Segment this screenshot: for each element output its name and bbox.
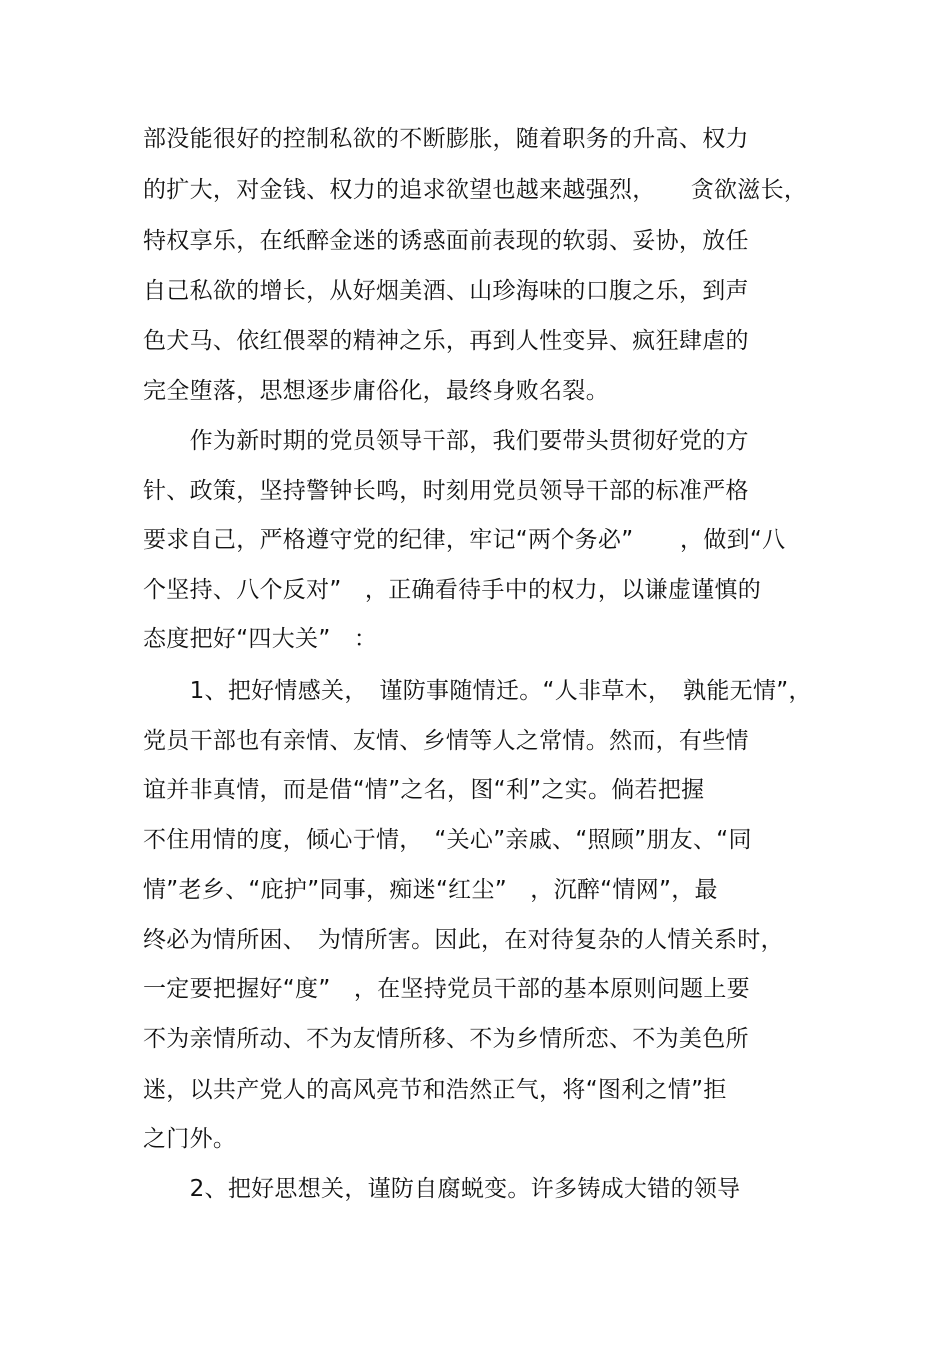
text-line: 的扩大，对金钱、权力的追求欲望也越来越强烈， 贪欲滋长， [143,177,808,203]
text-line: 特权享乐，在纸醉金迷的诱惑面前表现的软弱、妥协，放任 [143,228,749,254]
text-line: 要求自己，严格遵守党的纪律，牢记“两个务必” ，做到“八 [143,527,786,553]
text-line: 不为亲情所动、不为友情所移、不为乡情所恋、不为美色所 [143,1026,749,1052]
text-line: 情”老乡、“庇护”同事，痴迷“红尘” ，沉醉“情网”，最 [143,877,718,903]
text-line: 部没能很好的控制私欲的不断膨胀，随着职务的升高、权力 [143,126,749,152]
text-line: 个坚持、八个反对” ，正确看待手中的权力，以谦虚谨慎的 [143,577,762,603]
text-line: 不住用情的度，倾心于情， “关心”亲戚、“照顾”朋友、“同 [143,827,752,853]
text-line: 色犬马、依红偎翠的精神之乐，再到人性变异、疯狂肆虐的 [143,328,749,354]
text-line: 一定要把握好“度” ，在坚持党员干部的基本原则问题上要 [143,976,750,1002]
paragraph-start-line: 1、把好情感关， 谨防事随情迁。“人非草木， 孰能无情”， [143,678,812,704]
text-line: 针、政策，坚持警钟长鸣，时刻用党员领导干部的标准严格 [143,478,749,504]
text-line: 谊并非真情，而是借“情”之名，图“利”之实。倘若把握 [143,777,705,803]
text-line: 终必为情所困、 为情所害。因此，在对待复杂的人情关系时， [143,927,784,953]
text-line: 党员干部也有亲情、友情、乡情等人之常情。然而，有些情 [143,728,749,754]
text-line: 迷，以共产党人的高风亮节和浩然正气，将“图利之情”拒 [143,1077,727,1103]
text-line: 完全堕落，思想逐步庸俗化，最终身败名裂。 [143,378,609,404]
paragraph-start-line: 2、把好思想关，谨防自腐蜕变。许多铸成大错的领导 [143,1176,741,1202]
paragraph-start-line: 作为新时期的党员领导干部，我们要带头贯彻好党的方 [143,428,749,454]
text-line: 之门外。 [143,1126,237,1152]
text-line: 态度把好“四大关” ： [143,626,378,652]
text-line: 自己私欲的增长，从好烟美酒、山珍海味的口腹之乐，到声 [143,278,749,304]
